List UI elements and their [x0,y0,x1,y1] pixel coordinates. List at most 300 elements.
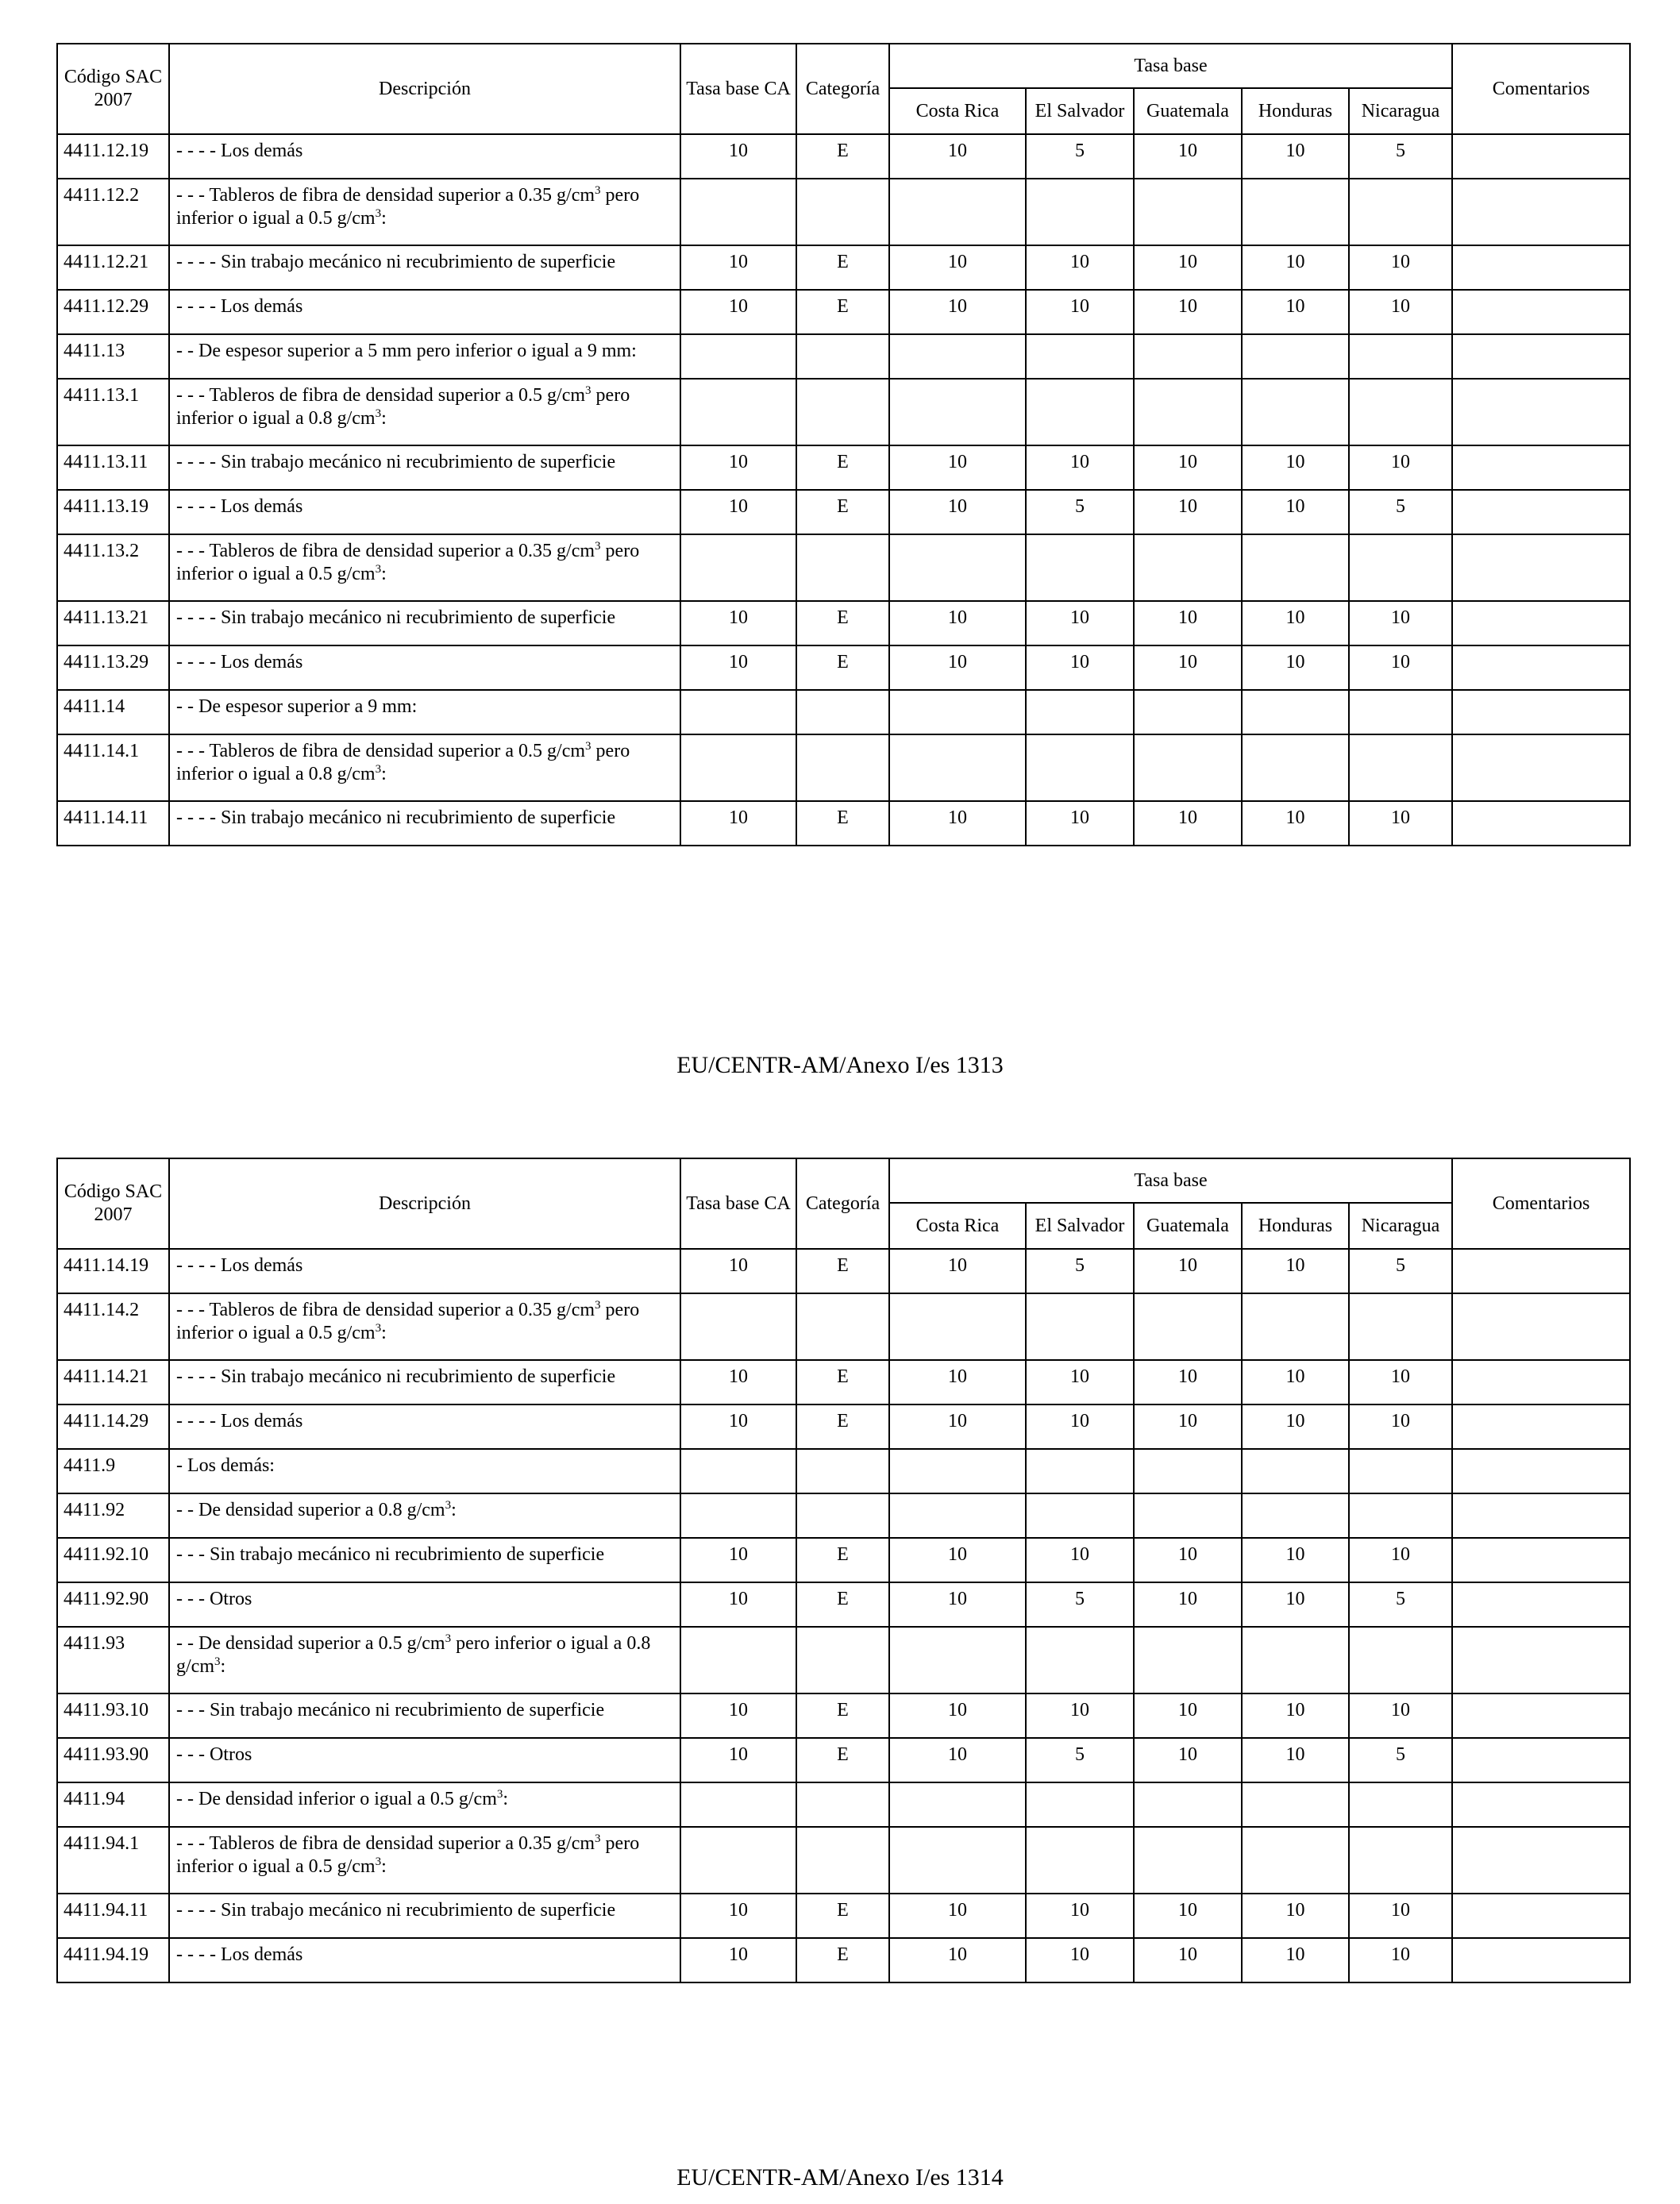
el-salvador-cell: 10 [1026,1693,1134,1738]
header-comments: Comentarios [1452,1158,1630,1249]
costa-rica-cell: 10 [889,134,1026,179]
guatemala-cell [1134,379,1242,445]
description-cell: - - De densidad superior a 0.5 $g/cm^3$ pero inferior o igual a 0.8 $g/cm^3$: [169,1627,680,1693]
comments-cell [1452,1293,1630,1360]
guatemala-cell [1134,179,1242,245]
comments-cell [1452,1538,1630,1582]
costa-rica-cell: 10 [889,1693,1026,1738]
nicaragua-cell [1349,1782,1452,1827]
honduras-cell: 10 [1242,645,1349,690]
description-cell: - - - Tableros de fibra de densidad superior a 0.5 $g/cm^3$ pero inferior o igual a 0.8 $g/cm^3$: [169,379,680,445]
code-cell: 4411.9 [57,1449,169,1493]
code-cell: 4411.94.19 [57,1938,169,1982]
comments-cell [1452,734,1630,801]
honduras-cell: 10 [1242,1693,1349,1738]
comments-cell [1452,801,1630,846]
comments-cell [1452,379,1630,445]
rate-ca-cell: 10 [680,1738,796,1782]
honduras-cell: 10 [1242,445,1349,490]
table-row [57,1782,1630,1827]
el-salvador-cell: 5 [1026,1249,1134,1293]
el-salvador-cell [1026,1627,1134,1693]
honduras-cell [1242,1493,1349,1538]
comments-cell [1452,601,1630,645]
comments-cell [1452,1449,1630,1493]
category-cell: E [796,445,889,490]
rate-ca-cell: 10 [680,134,796,179]
costa-rica-cell: 10 [889,1738,1026,1782]
description-cell: - - - - Los demás [169,645,680,690]
el-salvador-cell [1026,1782,1134,1827]
tariff-table [56,1158,1631,1983]
code-cell: 4411.13.21 [57,601,169,645]
code-cell: 4411.12.19 [57,134,169,179]
el-salvador-cell: 5 [1026,134,1134,179]
nicaragua-cell [1349,1293,1452,1360]
costa-rica-cell: 10 [889,490,1026,534]
table-row [57,1693,1630,1738]
category-cell: E [796,801,889,846]
header-description: Descripción [169,1158,680,1249]
code-cell: 4411.14.19 [57,1249,169,1293]
costa-rica-cell: 10 [889,1894,1026,1938]
comments-cell [1452,645,1630,690]
guatemala-cell [1134,534,1242,601]
costa-rica-cell [889,534,1026,601]
table-row [57,1938,1630,1982]
description-cell: - - - - Los demás [169,490,680,534]
table-row [57,1404,1630,1449]
rate-ca-cell: 10 [680,445,796,490]
description-cell: - - - - Sin trabajo mecánico ni recubrimiento de superficie [169,801,680,846]
header-description: Descripción [169,44,680,134]
guatemala-cell [1134,1627,1242,1693]
header-rate-ca: Tasa base CA [680,44,796,134]
description-cell: - - - - Sin trabajo mecánico ni recubrimiento de superficie [169,1360,680,1404]
category-cell: E [796,290,889,334]
honduras-cell: 10 [1242,490,1349,534]
code-cell: 4411.14.21 [57,1360,169,1404]
el-salvador-cell [1026,734,1134,801]
nicaragua-cell: 10 [1349,1404,1452,1449]
honduras-cell: 10 [1242,1894,1349,1938]
el-salvador-cell [1026,179,1134,245]
guatemala-cell: 10 [1134,801,1242,846]
guatemala-cell [1134,1782,1242,1827]
costa-rica-cell [889,1627,1026,1693]
nicaragua-cell: 10 [1349,601,1452,645]
description-cell: - - - - Sin trabajo mecánico ni recubrimiento de superficie [169,445,680,490]
comments-cell [1452,1249,1630,1293]
el-salvador-cell: 10 [1026,801,1134,846]
honduras-cell [1242,1627,1349,1693]
code-cell: 4411.13.11 [57,445,169,490]
honduras-cell [1242,690,1349,734]
comments-cell [1452,1894,1630,1938]
rate-ca-cell [680,1827,796,1894]
description-cell: - - - - Sin trabajo mecánico ni recubrimiento de superficie [169,1894,680,1938]
guatemala-cell [1134,1493,1242,1538]
category-cell: E [796,1738,889,1782]
category-cell: E [796,1249,889,1293]
code-cell: 4411.14 [57,690,169,734]
table-row [57,1293,1630,1360]
honduras-cell [1242,379,1349,445]
header-nicaragua: Nicaragua [1349,1203,1452,1249]
comments-cell [1452,290,1630,334]
nicaragua-cell [1349,1449,1452,1493]
rate-ca-cell [680,1493,796,1538]
description-cell: - - De espesor superior a 5 mm pero inferior o igual a 9 mm: [169,334,680,379]
code-cell: 4411.94.1 [57,1827,169,1894]
costa-rica-cell: 10 [889,1938,1026,1982]
comments-cell [1452,1782,1630,1827]
rate-ca-cell [680,379,796,445]
honduras-cell: 10 [1242,245,1349,290]
rate-ca-cell [680,179,796,245]
description-cell: - - De espesor superior a 9 mm: [169,690,680,734]
costa-rica-cell: 10 [889,645,1026,690]
category-cell [796,690,889,734]
category-cell [796,734,889,801]
honduras-cell: 10 [1242,1404,1349,1449]
table-row [57,445,1630,490]
rate-ca-cell: 10 [680,801,796,846]
nicaragua-cell: 5 [1349,490,1452,534]
category-cell: E [796,1693,889,1738]
description-cell: - - De densidad superior a 0.8 $g/cm^3$: [169,1493,680,1538]
costa-rica-cell: 10 [889,245,1026,290]
honduras-cell [1242,534,1349,601]
table-row [57,334,1630,379]
description-cell: - - - - Los demás [169,1249,680,1293]
rate-ca-cell [680,690,796,734]
comments-cell [1452,179,1630,245]
comments-cell [1452,1827,1630,1894]
costa-rica-cell: 10 [889,601,1026,645]
table-row [57,645,1630,690]
category-cell: E [796,1360,889,1404]
rate-ca-cell [680,1293,796,1360]
comments-cell [1452,445,1630,490]
header-base-rate: Tasa base [889,44,1452,88]
category-cell [796,1449,889,1493]
code-cell: 4411.14.2 [57,1293,169,1360]
category-cell: E [796,1938,889,1982]
table-row [57,1493,1630,1538]
guatemala-cell: 10 [1134,134,1242,179]
code-cell: 4411.13.1 [57,379,169,445]
honduras-cell [1242,1449,1349,1493]
nicaragua-cell: 10 [1349,290,1452,334]
guatemala-cell: 10 [1134,1582,1242,1627]
nicaragua-cell [1349,534,1452,601]
honduras-cell [1242,1782,1349,1827]
costa-rica-cell [889,1493,1026,1538]
nicaragua-cell: 10 [1349,1693,1452,1738]
header-category: Categoría [796,44,889,134]
category-cell [796,534,889,601]
honduras-cell [1242,1827,1349,1894]
category-cell: E [796,645,889,690]
honduras-cell: 10 [1242,1360,1349,1404]
honduras-cell: 10 [1242,1738,1349,1782]
table-row [57,179,1630,245]
nicaragua-cell: 10 [1349,245,1452,290]
comments-cell [1452,1360,1630,1404]
guatemala-cell: 10 [1134,1249,1242,1293]
el-salvador-cell [1026,1293,1134,1360]
rate-ca-cell: 10 [680,290,796,334]
rate-ca-cell: 10 [680,1538,796,1582]
table-row [57,1449,1630,1493]
table-body [57,134,1630,846]
guatemala-cell: 10 [1134,1738,1242,1782]
description-cell: - Los demás: [169,1449,680,1493]
header-code: Código SAC 2007 [57,1158,169,1249]
header-comments: Comentarios [1452,44,1630,134]
nicaragua-cell [1349,690,1452,734]
header-honduras: Honduras [1242,1203,1349,1249]
category-cell [796,1627,889,1693]
rate-ca-cell: 10 [680,645,796,690]
costa-rica-cell [889,1449,1026,1493]
comments-cell [1452,334,1630,379]
costa-rica-cell: 10 [889,445,1026,490]
nicaragua-cell [1349,1827,1452,1894]
category-cell: E [796,1582,889,1627]
description-cell: - - - Tableros de fibra de densidad superior a 0.35 $g/cm^3$ pero inferior o igual a 0.5 $g/cm^3$: [169,1827,680,1894]
nicaragua-cell: 10 [1349,645,1452,690]
table-row [57,1827,1630,1894]
el-salvador-cell: 5 [1026,1582,1134,1627]
description-cell: - - - - Sin trabajo mecánico ni recubrimiento de superficie [169,245,680,290]
honduras-cell: 10 [1242,290,1349,334]
page-footer: EU/CENTR-AM/Anexo I/es 1314 [676,2164,1004,2191]
code-cell: 4411.94 [57,1782,169,1827]
el-salvador-cell: 5 [1026,1738,1134,1782]
comments-cell [1452,134,1630,179]
table-row [57,601,1630,645]
comments-cell [1452,245,1630,290]
nicaragua-cell: 5 [1349,134,1452,179]
category-cell [796,1493,889,1538]
comments-cell [1452,534,1630,601]
code-cell: 4411.94.11 [57,1894,169,1938]
costa-rica-cell [889,1827,1026,1894]
table-row [57,1738,1630,1782]
table-row [57,290,1630,334]
guatemala-cell [1134,1449,1242,1493]
costa-rica-cell [889,1782,1026,1827]
table-row [57,1249,1630,1293]
costa-rica-cell [889,334,1026,379]
header-el-salvador: El Salvador [1026,1203,1134,1249]
comments-cell [1452,1627,1630,1693]
nicaragua-cell [1349,379,1452,445]
rate-ca-cell: 10 [680,1582,796,1627]
costa-rica-cell [889,690,1026,734]
code-cell: 4411.13.19 [57,490,169,534]
el-salvador-cell: 10 [1026,290,1134,334]
rate-ca-cell: 10 [680,1249,796,1293]
code-cell: 4411.12.2 [57,179,169,245]
guatemala-cell: 10 [1134,1693,1242,1738]
table-row [57,379,1630,445]
costa-rica-cell: 10 [889,1360,1026,1404]
nicaragua-cell [1349,334,1452,379]
code-cell: 4411.13.2 [57,534,169,601]
costa-rica-cell [889,179,1026,245]
header-code: Código SAC 2007 [57,44,169,134]
el-salvador-cell [1026,1493,1134,1538]
category-cell [796,1293,889,1360]
nicaragua-cell [1349,179,1452,245]
description-cell: - - - - Los demás [169,134,680,179]
el-salvador-cell [1026,1449,1134,1493]
honduras-cell: 10 [1242,134,1349,179]
description-cell: - - - Sin trabajo mecánico ni recubrimiento de superficie [169,1693,680,1738]
description-cell: - - - - Sin trabajo mecánico ni recubrimiento de superficie [169,601,680,645]
rate-ca-cell [680,734,796,801]
header-rate-ca: Tasa base CA [680,1158,796,1249]
code-cell: 4411.93.10 [57,1693,169,1738]
rate-ca-cell: 10 [680,1894,796,1938]
header-base-rate: Tasa base [889,1158,1452,1203]
category-cell: E [796,1894,889,1938]
description-cell: - - - Tableros de fibra de densidad superior a 0.5 $g/cm^3$ pero inferior o igual a 0.8 $g/cm^3$: [169,734,680,801]
el-salvador-cell [1026,534,1134,601]
comments-cell [1452,1693,1630,1738]
nicaragua-cell [1349,734,1452,801]
page-footer: EU/CENTR-AM/Anexo I/es 1313 [676,1052,1004,1078]
table-row [57,690,1630,734]
table-body [57,1249,1630,1982]
guatemala-cell: 10 [1134,245,1242,290]
category-cell: E [796,1404,889,1449]
category-cell [796,379,889,445]
nicaragua-cell: 10 [1349,1938,1452,1982]
category-cell [796,1827,889,1894]
description-cell: - - - Otros [169,1738,680,1782]
rate-ca-cell [680,334,796,379]
category-cell: E [796,490,889,534]
rate-ca-cell: 10 [680,1360,796,1404]
nicaragua-cell: 5 [1349,1738,1452,1782]
category-cell [796,1782,889,1827]
table-row [57,534,1630,601]
el-salvador-cell: 10 [1026,601,1134,645]
code-cell: 4411.92.90 [57,1582,169,1627]
nicaragua-cell: 10 [1349,1538,1452,1582]
honduras-cell: 10 [1242,801,1349,846]
rate-ca-cell: 10 [680,1693,796,1738]
costa-rica-cell: 10 [889,1404,1026,1449]
description-cell: - - - - Los demás [169,1404,680,1449]
comments-cell [1452,1404,1630,1449]
header-guatemala: Guatemala [1134,88,1242,134]
el-salvador-cell [1026,334,1134,379]
category-cell: E [796,134,889,179]
header-costa-rica: Costa Rica [889,1203,1026,1249]
nicaragua-cell: 5 [1349,1249,1452,1293]
description-cell: - - De densidad inferior o igual a 0.5 $g/cm^3$: [169,1782,680,1827]
header-el-salvador: El Salvador [1026,88,1134,134]
guatemala-cell: 10 [1134,601,1242,645]
rate-ca-cell [680,1449,796,1493]
header-honduras: Honduras [1242,88,1349,134]
el-salvador-cell [1026,1827,1134,1894]
code-cell: 4411.93.90 [57,1738,169,1782]
el-salvador-cell: 10 [1026,1894,1134,1938]
rate-ca-cell [680,1782,796,1827]
code-cell: 4411.93 [57,1627,169,1693]
code-cell: 4411.12.29 [57,290,169,334]
costa-rica-cell: 10 [889,1582,1026,1627]
comments-cell [1452,1582,1630,1627]
description-cell: - - - Tableros de fibra de densidad superior a 0.35 $g/cm^3$ pero inferior o igual a 0.5 $g/cm^3$: [169,1293,680,1360]
el-salvador-cell: 10 [1026,445,1134,490]
guatemala-cell: 10 [1134,490,1242,534]
el-salvador-cell: 10 [1026,1538,1134,1582]
rate-ca-cell: 10 [680,1938,796,1982]
guatemala-cell [1134,1293,1242,1360]
nicaragua-cell: 10 [1349,801,1452,846]
description-cell: - - - Otros [169,1582,680,1627]
category-cell: E [796,601,889,645]
honduras-cell: 10 [1242,1249,1349,1293]
nicaragua-cell: 10 [1349,445,1452,490]
comments-cell [1452,1938,1630,1982]
costa-rica-cell: 10 [889,1538,1026,1582]
table-row [57,1582,1630,1627]
description-cell: - - - Sin trabajo mecánico ni recubrimiento de superficie [169,1538,680,1582]
nicaragua-cell: 10 [1349,1360,1452,1404]
guatemala-cell [1134,734,1242,801]
guatemala-cell: 10 [1134,1938,1242,1982]
honduras-cell [1242,1293,1349,1360]
el-salvador-cell: 10 [1026,245,1134,290]
code-cell: 4411.14.11 [57,801,169,846]
category-cell: E [796,245,889,290]
description-cell: - - - - Los demás [169,1938,680,1982]
guatemala-cell: 10 [1134,1404,1242,1449]
honduras-cell: 10 [1242,1938,1349,1982]
code-cell: 4411.14.29 [57,1404,169,1449]
nicaragua-cell: 5 [1349,1582,1452,1627]
el-salvador-cell: 5 [1026,490,1134,534]
category-cell [796,179,889,245]
costa-rica-cell: 10 [889,801,1026,846]
guatemala-cell [1134,690,1242,734]
guatemala-cell: 10 [1134,645,1242,690]
header-costa-rica: Costa Rica [889,88,1026,134]
code-cell: 4411.13 [57,334,169,379]
code-cell: 4411.92 [57,1493,169,1538]
code-cell: 4411.14.1 [57,734,169,801]
table-row [57,1538,1630,1582]
description-cell: - - - - Los demás [169,290,680,334]
honduras-cell: 10 [1242,1538,1349,1582]
costa-rica-cell [889,379,1026,445]
table-row [57,490,1630,534]
honduras-cell [1242,734,1349,801]
code-cell: 4411.12.21 [57,245,169,290]
costa-rica-cell [889,734,1026,801]
rate-ca-cell: 10 [680,245,796,290]
code-cell: 4411.13.29 [57,645,169,690]
costa-rica-cell [889,1293,1026,1360]
